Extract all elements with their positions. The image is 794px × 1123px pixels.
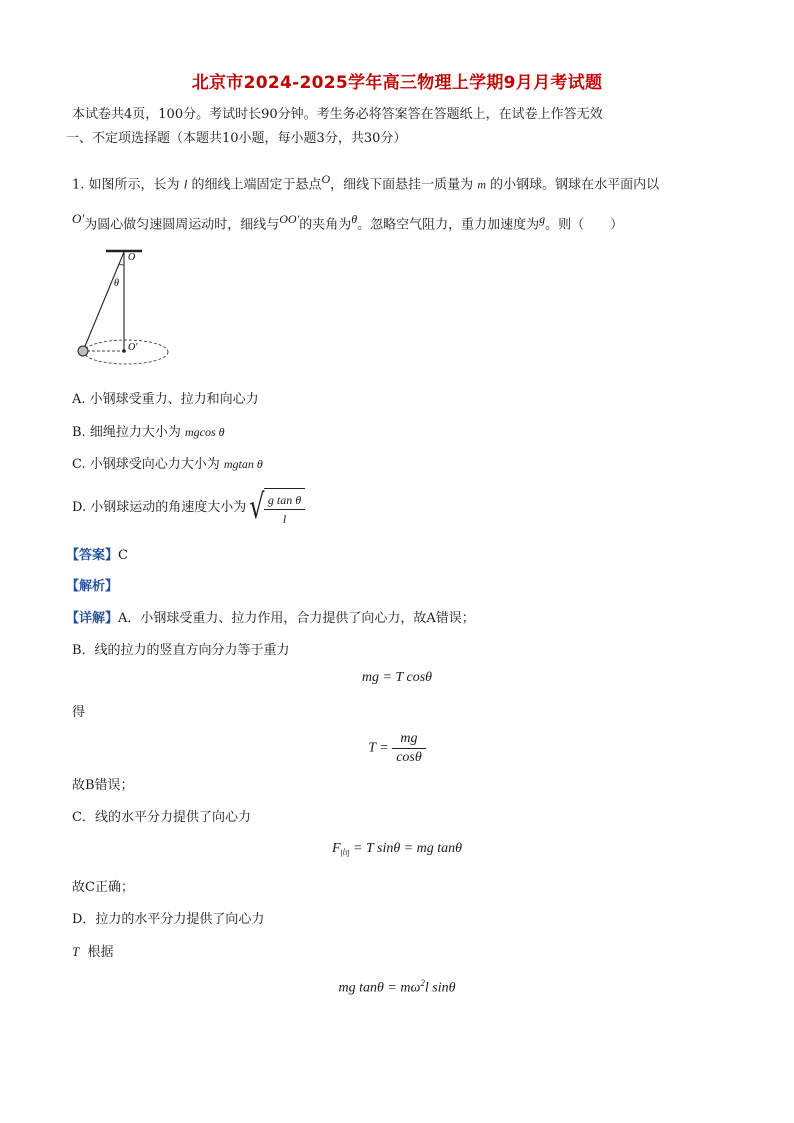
exam-intro: 本试卷共4页，100分。考试时长90分钟。考生务必将答案答在答题纸上，在试卷上作答无效 xyxy=(72,107,603,122)
question-1-line-2: $^{O'}$为圆心做匀速圆周运动时，细线与$^{OO'}$的夹角为$^\theta$。忽略空气阻力，重力加速度为$^g$。则（ ） xyxy=(72,211,624,233)
answer-line: 【答案】C xyxy=(66,548,128,563)
label-o-prime: O′ xyxy=(128,342,138,353)
section-heading: 一、不定项选择题（本题共10小题，每小题3分，共30分） xyxy=(66,131,407,146)
center-point xyxy=(122,349,126,353)
sqrt-expression: √ $\frac{\text{g tan θ}}{l}$ xyxy=(246,488,305,528)
circular-path xyxy=(84,340,168,364)
equation-2: T = $\frac{mg}{\cos\theta}$ xyxy=(0,730,794,767)
analysis-heading: 【解析】 xyxy=(66,579,119,594)
label-o: O xyxy=(128,252,136,263)
detail-c-text: C．线的水平分力提供了向心力 xyxy=(72,810,251,825)
detail-a: 【详解】A．小钢球受重力、拉力作用，合力提供了向心力，故A错误； xyxy=(66,611,475,626)
page-title: 北京市2024-2025学年高三物理上学期9月月考试题 xyxy=(191,73,603,93)
steel-ball xyxy=(78,346,88,356)
pendulum-string xyxy=(83,252,124,351)
option-b: B. 细绳拉力大小为 mgcos θ xyxy=(72,425,225,440)
question-1-line-1: 1. 如图所示，长为 l 的细线上端固定于悬点$^O$，细线下面悬挂一质量为 m 的小钢球。钢球在水平面内以 xyxy=(72,172,660,193)
equation-1: mg = T cosθ xyxy=(361,670,433,685)
equation-4: mg $\tan\theta = m\omega^2l$ sinθ xyxy=(338,978,456,996)
option-d: D. 小钢球运动的角速度大小为 √ $\frac{\text{g tan θ}}{l}$ xyxy=(72,488,305,528)
pendulum-figure xyxy=(70,244,180,370)
equation-3: $F_向 = T$ sinθ = mg tanθ xyxy=(331,841,463,859)
answer-value: C xyxy=(118,548,128,563)
detail-b-text: B．线的拉力的竖直方向分力等于重力 xyxy=(72,643,290,658)
de-text: 得 xyxy=(72,705,86,720)
detail-d-text: D．拉力的水平分力提供了向心力 xyxy=(72,912,265,927)
option-a: A. 小钢球受重力、拉力和向心力 xyxy=(72,392,259,407)
option-c: C. 小钢球受向心力大小为 mgtan θ xyxy=(72,457,263,472)
c-right: 故C正确； xyxy=(72,880,134,895)
b-wrong: 故B错误； xyxy=(72,778,134,793)
angle-arc xyxy=(119,264,124,265)
genju-line: T 根据 xyxy=(72,944,114,960)
label-theta: θ xyxy=(114,278,119,289)
